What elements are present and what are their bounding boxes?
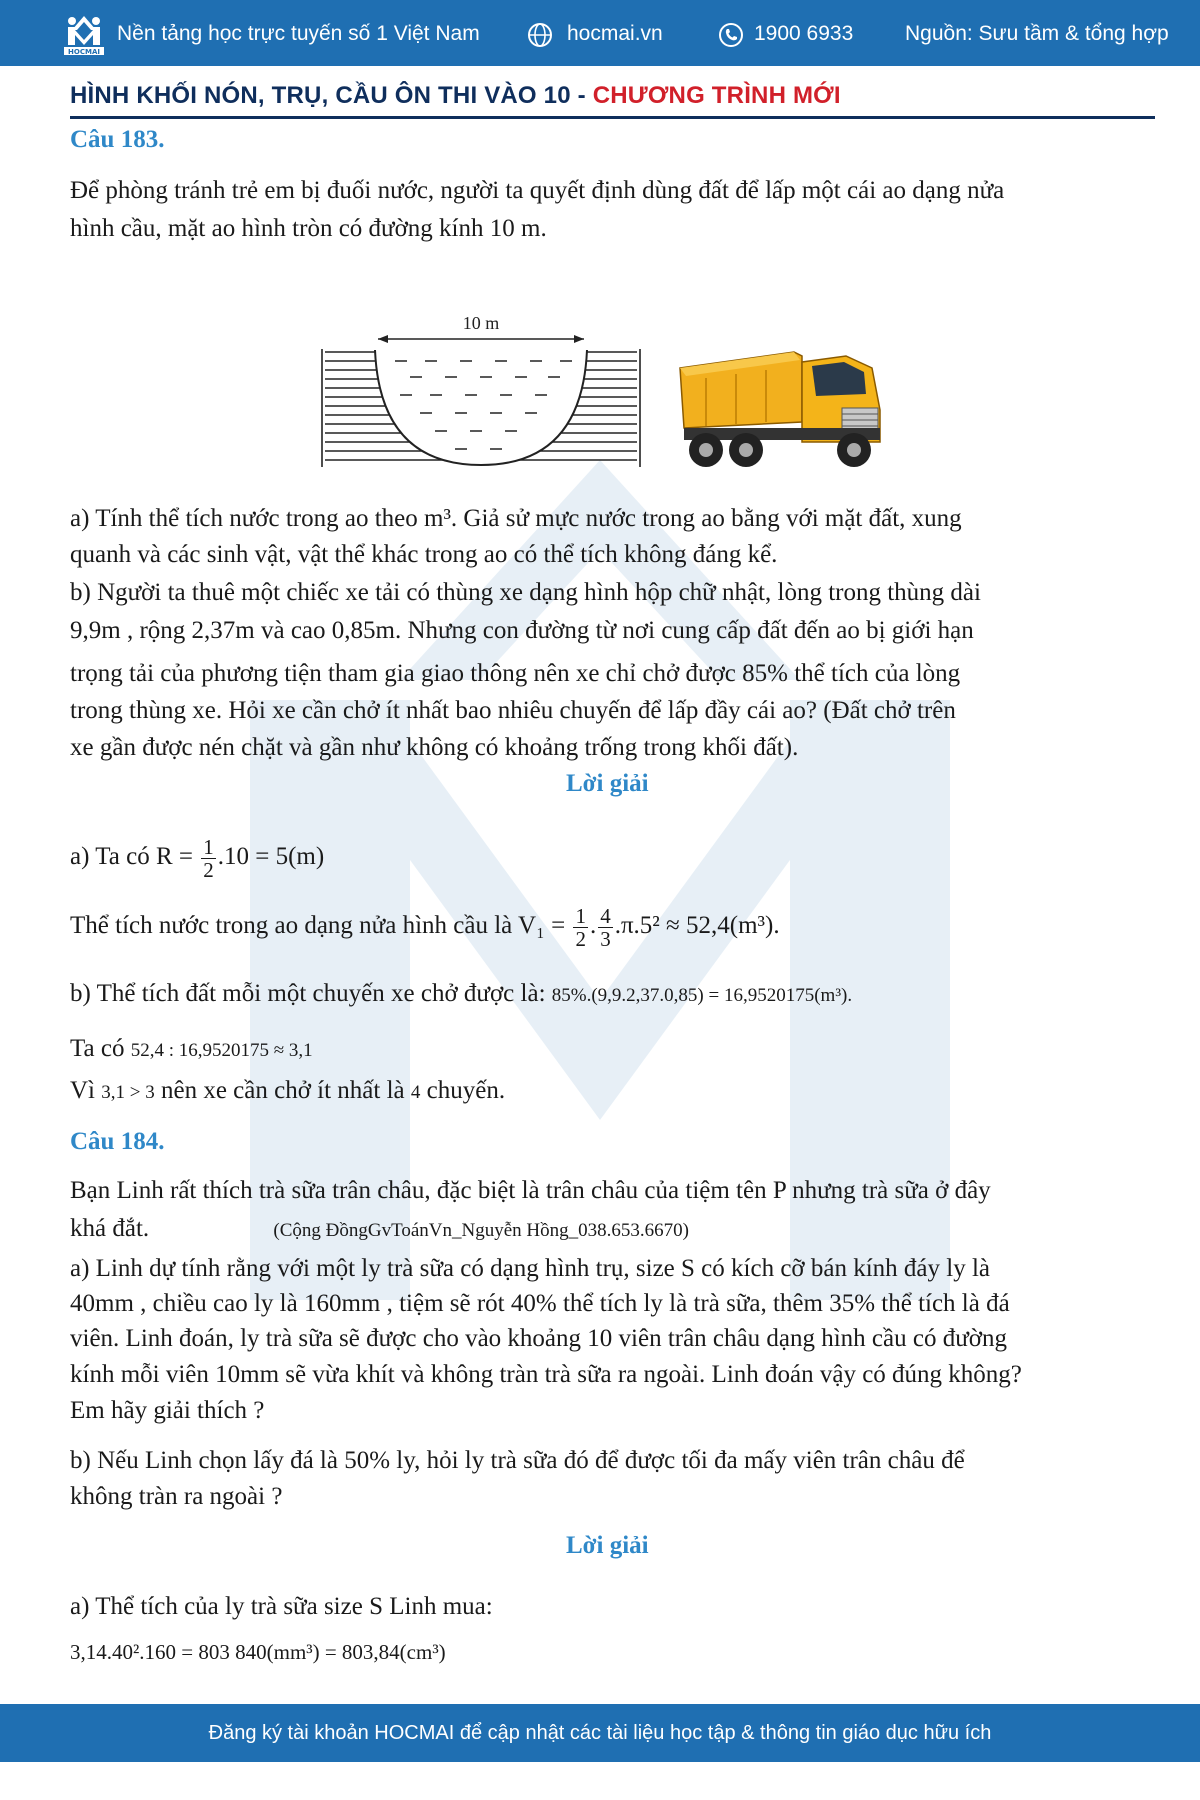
q184-part-b-line-1: b) Nếu Linh chọn lấy đá là 50% ly, hỏi ly trà sữa đó để được tối đa mấy viên trân châu để [70, 1447, 965, 1474]
q184-part-a-line-4: kính mỗi viên 10mm sẽ vừa khít và không tràn trà sữa ra ngoài. Linh đoán vậy có đúng không? [70, 1361, 1022, 1388]
globe-icon [527, 22, 553, 48]
q184-intro-line-2 [70, 1210, 1160, 1249]
q184-solution-a: a) Thể tích của ly trà sữa size S Linh mua: [70, 1593, 493, 1620]
q183-part-a-line-2: quanh và các sinh vật, vật thể khác trong ao có thể tích không đáng kể. [70, 541, 778, 568]
frac-numerator: 1 [203, 835, 214, 859]
q183-solution-a [70, 836, 1160, 881]
sol-a-suffix: .10 = 5(m) [217, 843, 325, 871]
q183-part-b-line-5: xe gần được nén chặt và gần như không có khoảng trống trong khối đất). [70, 734, 799, 761]
hocmai-logo-icon [62, 12, 106, 56]
q183-part-b-line-4: trong thùng xe. Hỏi xe cần chở ít nhất bao nhiêu chuyến để lấp đầy cái ao? (Đất chở trên [70, 697, 956, 724]
q183-solution-final [70, 1072, 1160, 1111]
question-183-heading: Câu 183. [70, 126, 165, 153]
frac-denominator: 2 [203, 858, 214, 882]
top-header-bar [0, 0, 1200, 66]
sol-b-text: b) Thể tích đất mỗi một chuyến xe chở được là: [70, 980, 546, 1007]
sol-ratio-prefix: Ta có [70, 1035, 125, 1062]
dump-truck-image [676, 338, 886, 475]
sol-b-expression: 85%.(9,9.2,37.0,85) = 16,9520175(m³). [551, 985, 853, 1006]
frac-denominator: 3 [600, 927, 611, 951]
footer-text[interactable]: Đăng ký tài khoản HOCMAI để cập nhật các tài liệu học tập & thông tin giáo dục hữu ích [208, 1722, 992, 1744]
sol-a-prefix: a) Ta có R = [70, 843, 193, 871]
q183-solution-ratio [70, 1030, 1160, 1069]
q184-part-a-line-1: a) Linh dự tính rằng với một ly trà sữa có dạng hình trụ, size S có kích cỡ bán kính đáy ly là [70, 1255, 991, 1282]
pond-diameter-label: 10 m [462, 313, 500, 333]
q184-part-a-line-5: Em hãy giải thích ? [70, 1397, 265, 1424]
sol-final-text-1: Vì [70, 1077, 95, 1104]
fraction-one-half [573, 905, 588, 950]
q184-intro-text: khá đắt. [70, 1215, 150, 1242]
q183-intro-line-1: Để phòng tránh trẻ em bị đuối nước, người ta quyết định dùng đất để lấp một cái ao dạng nửa [70, 177, 1005, 204]
sol-ratio-expression: 52,4 : 16,9520175 ≈ 3,1 [130, 1040, 313, 1061]
logo-text: HOCMAI [68, 48, 100, 56]
q184-part-a-line-3: viên. Linh đoán, ly trà sữa sẽ được cho vào khoảng 10 viên trân châu dạng hình cầu có đường [70, 1325, 1007, 1352]
pond-figure [320, 305, 642, 470]
q184-credit: (Cộng ĐồngGvToánVn_Nguyễn Hồng_038.653.6670) [273, 1220, 689, 1241]
footer-bar [0, 1704, 1200, 1762]
q183-part-a-line-1: a) Tính thể tích nước trong ao theo m³. Giả sử mực nước trong ao bằng với mặt đất, xung [70, 505, 962, 532]
sol-volume-prefix: Thể tích nước trong ao dạng nửa hình cầu là V₁ = [70, 912, 566, 940]
sol-volume-suffix: .π.5² ≈ 52,4(m³). [614, 912, 780, 940]
frac-numerator: 4 [600, 904, 611, 928]
title-main: HÌNH KHỐI NÓN, TRỤ, CẦU ÔN THI VÀO 10 - [70, 82, 593, 109]
website-link[interactable]: hocmai.vn [567, 22, 663, 45]
q183-solution-heading: Lời giải [566, 770, 649, 797]
sol-final-number: 4 [410, 1082, 421, 1103]
q183-part-b-line-3: trọng tải của phương tiện tham gia giao thông nên xe chỉ chở được 85% thể tích của lòng [70, 660, 961, 687]
frac-denominator: 2 [575, 927, 586, 951]
sol-final-text-3: chuyến. [426, 1077, 506, 1104]
q183-part-b-line-2: 9,9m , rộng 2,37m và cao 0,85m. Nhưng con đường từ nơi cung cấp đất đến ao bị giới hạn [70, 617, 974, 644]
q184-solution-a-expression: 3,14.40².160 = 803 840(mm³) = 803,84(cm³) [70, 1640, 446, 1664]
q183-solution-volume: Thể tích nước trong ao dạng nửa hình cầu là V₁ = $\frac{1}{2}$ . $\frac{4}{3}$ .π.5² ≈ 52,4(m³). [70, 904, 780, 951]
q183-part-b-line-1: b) Người ta thuê một chiếc xe tải có thùng xe dạng hình hộp chữ nhật, lòng trong thùng dài [70, 579, 981, 606]
fraction-four-thirds [598, 905, 613, 950]
q184-solution-heading: Lời giải [566, 1532, 649, 1559]
q183-solution-b [70, 975, 1160, 1014]
frac-numerator: 1 [575, 904, 586, 928]
title-highlight: CHƯƠNG TRÌNH MỚI [592, 82, 841, 109]
q184-part-a-line-2: 40mm , chiều cao ly là 160mm , tiệm sẽ rót 40% thể tích ly là trà sữa, thêm 35% thể tích là đá [70, 1290, 1010, 1317]
sol-final-inequality: 3,1 > 3 [101, 1082, 155, 1103]
fraction-one-half [201, 836, 216, 881]
q184-part-b-line-2: không tràn ra ngoài ? [70, 1483, 283, 1510]
q184-intro-line-1: Bạn Linh rất thích trà sữa trân châu, đặc biệt là trân châu của tiệm tên P nhưng trà sữa ở đây [70, 1177, 991, 1204]
phone-icon [718, 22, 744, 48]
document-title [70, 82, 841, 110]
sol-final-text-2: nên xe cần chở ít nhất là [160, 1077, 405, 1104]
source-note: Nguồn: Sưu tầm & tổng hợp [905, 22, 1169, 45]
q183-intro-line-2: hình cầu, mặt ao hình tròn có đường kính 10 m. [70, 215, 547, 242]
question-184-heading: Câu 184. [70, 1128, 165, 1155]
tagline: Nền tảng học trực tuyến số 1 Việt Nam [117, 22, 480, 45]
hotline: 1900 6933 [754, 22, 854, 45]
title-divider [70, 116, 1155, 119]
